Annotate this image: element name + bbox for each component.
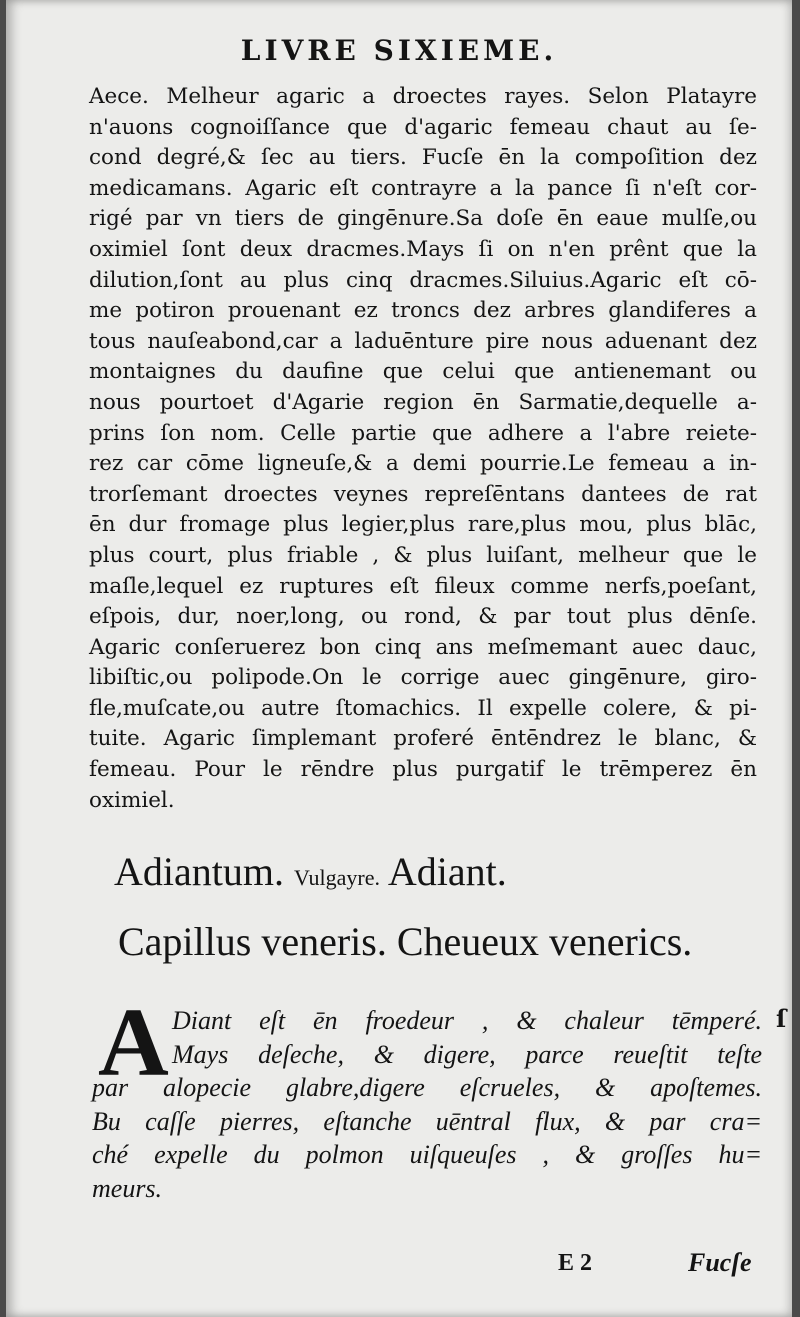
text-line: medicamans. Agaric eſt contrayre a la pance ſi n'eſt cor-: [89, 175, 757, 201]
drop-cap-letter: A: [98, 989, 169, 1097]
italic-text-block: [92, 1004, 762, 1205]
margin-edge-mark: ſ: [776, 1004, 787, 1033]
italic-line: ché expelle du polmon uiſqueuſes , & groſſes hu=: [92, 1140, 762, 1169]
text-line: tous nauſeabond,car a laduēnture pire nous aduenant dez: [89, 328, 757, 354]
italic-line: meurs.: [92, 1173, 163, 1203]
section-heading-adiantum: [114, 848, 754, 895]
text-line: dilution,ſont au plus cinq dracmes.Siluius.Agaric eſt cō-: [89, 267, 757, 293]
heading-vulgar-name: Adiant.: [387, 849, 507, 894]
text-line: femeau. Pour le rēndre plus purgatif le trēmperez ēn: [89, 757, 757, 783]
book-page: [6, 0, 792, 1317]
text-line: nous pourtoet d'Agarie region ēn Sarmatie,dequelle a-: [89, 389, 757, 415]
italic-line: Diant eſt ēn froedeur , & chaleur tēmperé.: [172, 1006, 762, 1035]
heading-vulgar-label: Vulgayre.: [293, 865, 381, 890]
running-header: LIVRE SIXIEME.: [240, 34, 558, 67]
text-line: oximiel.: [89, 787, 175, 813]
text-line: ēn dur fromage plus legier,plus rare,plus mou, plus blāc,: [89, 512, 757, 538]
text-line: maſle,lequel ez ruptures eſt fileux comme nerfs,poeſant,: [89, 573, 757, 599]
italic-line: Mays deſeche, & digere, parce reueſtit teſte: [172, 1039, 762, 1069]
heading-latin-name: Adiantum.: [114, 849, 284, 894]
text-line: trorſemant droectes veynes repreſēntans dantees de rat: [89, 481, 757, 507]
text-line: montaignes du daufine que celui que antienemant ou: [89, 359, 757, 385]
text-line: oximiel ſont deux dracmes.Mays ſi on n'en prênt que la: [89, 236, 757, 262]
text-line: me potiron prouenant ez troncs dez arbres glandiferes a: [89, 298, 757, 324]
text-line: eſpois, dur, noer,long, ou rond, & par tout plus dēnſe.: [89, 604, 757, 630]
text-line: libiſtic,ou polipode.On le corrige auec gingēnure, giro-: [89, 665, 757, 691]
text-line: Aece. Melheur agaric a droectes rayes. Selon Platayre: [89, 84, 757, 109]
text-line: Agaric conſeruerez bon cinq ans meſmemant auec dauc,: [89, 634, 757, 660]
italic-line: Bu caſſe pierres, eſtanche uēntral flux, & par cra=: [92, 1106, 762, 1136]
text-line: tuite. Agaric ſimplemant proferé ēntēndrez le blanc, &: [89, 726, 757, 752]
text-line: cond degré,& ſec au tiers. Fucſe ēn la compoſition dez: [89, 145, 757, 171]
text-line: prins ſon nom. Celle partie que adhere a l'abre reiete-: [89, 420, 757, 446]
text-line: n'auons cognoiſſance que d'agaric femeau chaut au ſe-: [89, 114, 757, 140]
text-line: rez car cōme ligneuſe,& a demi pourrie.Le femeau a in-: [89, 451, 757, 477]
signature-mark: E 2: [558, 1250, 593, 1276]
section-subheading-capillus: Capillus veneris. Cheueux venerics.: [118, 919, 693, 964]
text-line: rigé par vn tiers de gingēnure.Sa doſe ēn eaue mulſe,ou: [89, 206, 757, 232]
catchword: Fucſe: [688, 1248, 752, 1277]
italic-line: par alopecie glabre,digere eſcrueles, & apoſtemes.: [92, 1073, 762, 1102]
text-line: fle,muſcate,ou autre ſtomachics. Il expelle colere, & pi-: [89, 695, 757, 721]
main-text-block: [89, 82, 757, 816]
text-line: plus court, plus friable , & plus luiſant, melheur que le: [89, 542, 757, 568]
